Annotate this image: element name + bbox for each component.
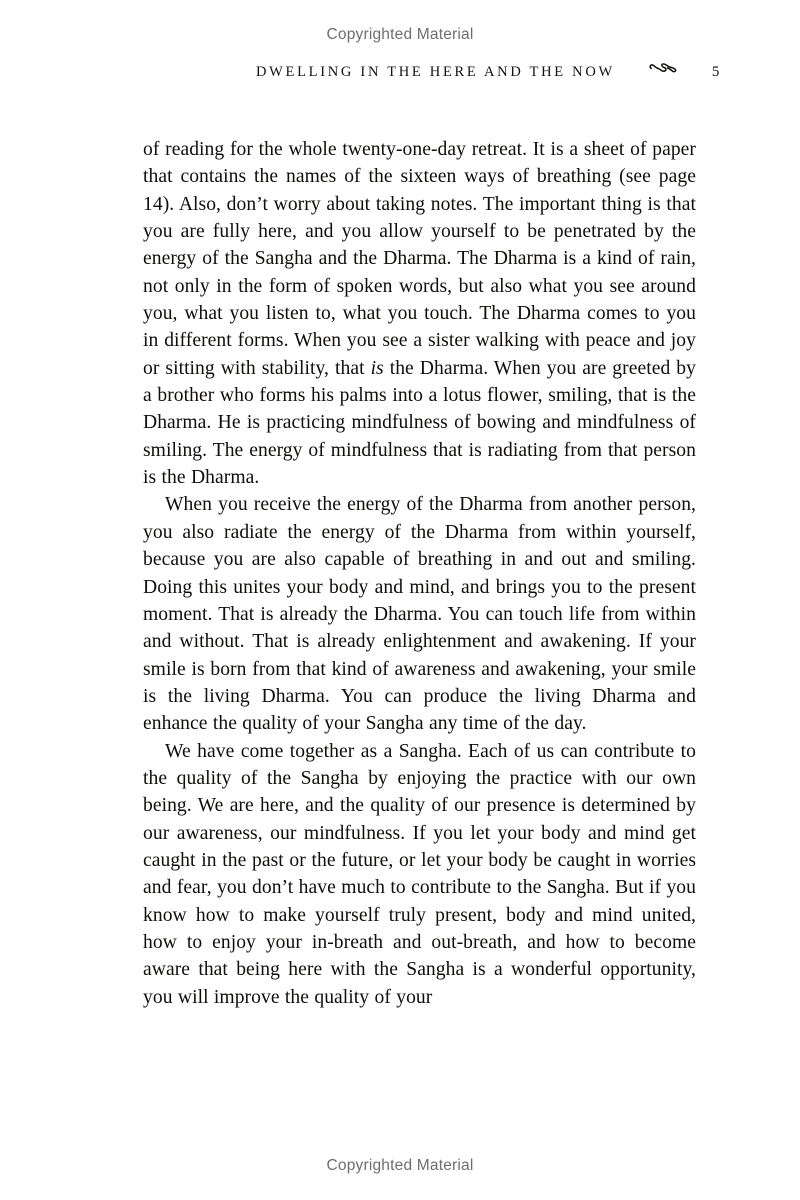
copyright-watermark-top: Copyrighted Material (326, 26, 474, 43)
body-text-block (143, 136, 696, 1011)
running-head (143, 62, 740, 81)
paragraph-1-segment-before-italic: of reading for the whole twenty-one-day retreat. It is a sheet of paper that contains the names of the sixteen ways of breathing (see page 14). Also, don’t worry about taking notes. The important thing is that you are fully here, and you allow yourself to be penetrated by the energy of the Sangha and the Dharma. The Dharma is a kind of rain, not only in the form of spoken words, but also what you see around you, what you listen to, what you touch. The Dharma comes to you in different forms. When you see a sister walking with peace and joy or sitting with stability, that (143, 139, 696, 379)
running-head-title: DWELLING IN THE HERE AND THE NOW (256, 64, 615, 80)
paragraph-1-italic-word: is (370, 357, 384, 379)
paragraph-1-segment-after-italic: the Dharma. When you are greeted by a brother who forms his palms into a lotus flower, smiling, that is the Dharma. He is practicing mindfulness of bowing and mindfulness of smiling. The energy of mindfulness that is radiating from that person is the Dharma. (143, 357, 696, 489)
page-number: 5 (711, 64, 720, 80)
paragraph-1 (143, 136, 696, 491)
paragraph-3: We have come together as a Sangha. Each of us can contribute to the quality of the Sangha by enjoying the practice with our own being. We are here, and the quality of our presence is determined by our awareness, our mindfulness. If you let your body and mind get caught in the past or the future, or let your body be caught in worries and fear, you don’t have much to contribute to the Sangha. But if you know how to make yourself truly present, body and mind united, how to enjoy your in-breath and out-breath, and how to become aware that being here with the Sangha is a wonderful opportunity, you will improve the quality of your (143, 740, 696, 1008)
copyright-watermark-bottom: Copyrighted Material (326, 1157, 474, 1174)
paragraph-2: When you receive the energy of the Dharma from another person, you also radiate the energy of the Dharma from within yourself, because you are also capable of breathing in and out and smiling. Doing this unites your body and mind, and brings you to the present moment. That is already the Dharma. You can touch life from within and without. That is already enlightenment and awakening. If your smile is born from that kind of awareness and awakening, your smile is the living Dharma. You can produce the living Dharma and enhance the quality of your Sangha any time of the day. (143, 494, 696, 735)
flourish-ornament-icon (648, 61, 678, 75)
